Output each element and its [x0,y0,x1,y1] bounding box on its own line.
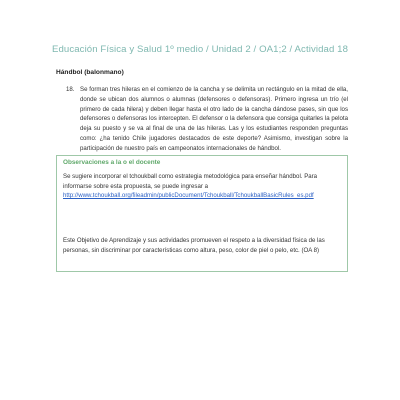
teacher-notes-paragraph-1-text: Se sugiere incorporar el tchoukball como estrategia metodológica para enseñar hándbol. Para informarse sobre esta propuesta, se puede ingresar a [63,173,318,190]
activity-number: 18. [66,86,75,93]
teacher-notes-paragraph-2: Este Objetivo de Aprendizaje y sus actividades promueven el respeto a la diversidad física de las personas, sin discriminar por características como altura, peso, color de piel o pelo, etc. (OA 8) [63,237,325,254]
activity-text: Se forman tres hileras en el comienzo de la cancha y se delimita un rectángulo en la mitad de ella, donde se ubican dos alumnos o alumnas (defensores o defensoras). Primero ingresa un trío (el primero de cada hilera) y deben llegar hasta el otro lado de la cancha dándose pases, sin que los defensores o defensoras los intercepten. El defensor o la defensora que consiga quitarles la pelota deja su puesto y se va al final de una de las hileras. Las y los estudiantes responden preguntas como: ¿ha tenido Chile jugadores destacados de este deporte? Asimismo, investigan sobre la participación de nuestro país en campeonatos internacionales de hándbol. [80,86,348,152]
section-title: Hándbol (balonmano) [56,69,124,76]
teacher-notes-title: Observaciones a la o el docente [63,159,161,166]
teacher-notes-paragraph-1 [63,172,343,201]
teacher-notes-box [56,155,348,272]
activity-item [66,85,348,154]
page-header-title: Educación Física y Salud 1º medio / Unidad 2 / OA1;2 / Actividad 18 [51,44,349,55]
tchoukball-rules-link[interactable]: http://www.tchoukball.org/fileadmin/publicDocument/Tchoukball/TchoukballBasicRules_es.pdf [63,192,314,200]
